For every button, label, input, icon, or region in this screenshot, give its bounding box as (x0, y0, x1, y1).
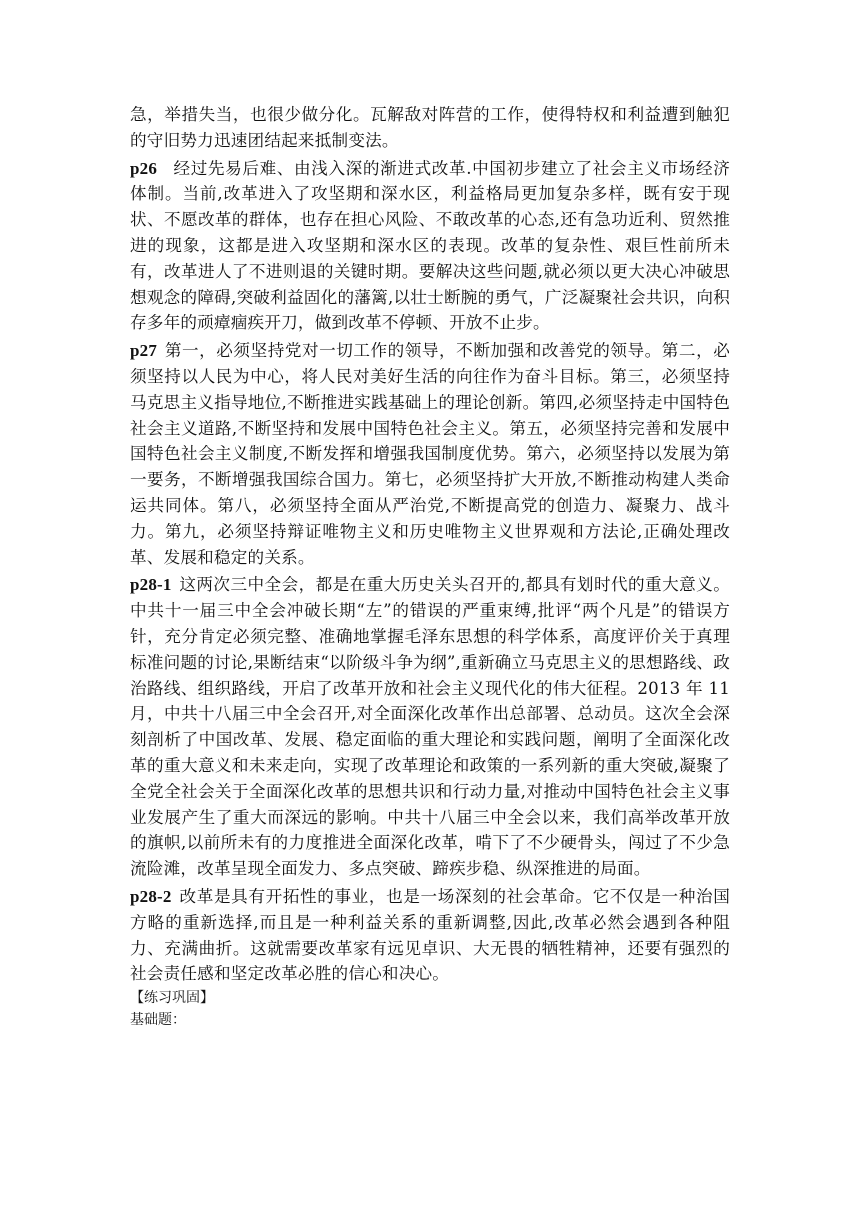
section-p27 (130, 338, 730, 570)
practice-subheading: 基础题： (130, 1012, 186, 1029)
section-tag: p26 (130, 158, 158, 178)
section-p26 (130, 156, 730, 337)
practice-heading: 【练习巩固】 (130, 990, 214, 1007)
section-p28-1 (130, 572, 730, 882)
section-tag: p27 (130, 341, 158, 361)
section-text: 经过先易后难、由浅入深的渐进式改革.中国初步建立了社会主义市场经济体制。当前,改革进入了攻坚期和深水区，利益格局更加复杂多样，既有安于现状、不愿改革的群体，也存在担心风险、不敢改革的心态,还有急功近利、贸然推进的现象，这都是进入攻坚期和深水区的表现。改革的复杂性、艰巨性前所未有，改革进人了不进则退的关键时期。要解决这些问题,就必须以更大决心冲破思想观念的障碍,突破利益固化的藩篱,以壮士断腕的勇气，广泛凝聚社会共识，向积存多年的顽瘴痼疾开刀，做到改革不停顿、开放不止步。 (130, 158, 730, 333)
document-page (130, 102, 730, 1031)
section-text: 第一，必须坚持党对一切工作的领导，不断加强和改善党的领导。第二，必须坚持以人民为中心，将人民对美好生活的向往作为奋斗目标。第三，必须坚持马克思主义指导地位,不断推进实践基础上的理论创新。第四,必须坚持走中国特色社会主义道路,不断坚持和发展中国特色社会主义。第五，必须坚持完善和发展中国特色社会主义制度,不断发挥和增强我国制度优势。第六，必须坚持以发展为第一要务，不断增强我国综合国力。第七，必须坚持扩大开放,不断推动构建人类命运共同体。第八，必须坚持全面从严治党,不断提高党的创造力、凝聚力、战斗力。第九，必须坚持辩证唯物主义和历史唯物主义世界观和方法论,正确处理改革、发展和稳定的关系。 (130, 341, 730, 567)
intro-text: 急，举措失当，也很少做分化。瓦解敌对阵营的工作，使得特权和利益遭到触犯的守旧势力迅速团结起来抵制变法。 (130, 105, 730, 150)
intro-paragraph (130, 102, 730, 154)
section-text: 改革是具有开拓性的事业，也是一场深刻的社会革命。它不仅是一种治国方略的重新选择,而且是一种利益关系的重新调整,因此,改革必然会遇到各种阻力、充满曲折。这就需要改革家有远见卓识、大无畏的牺牲精神，还要有强烈的社会责任感和坚定改革必胜的信心和决心。 (130, 886, 730, 984)
section-text: 这两次三中全会，都是在重大历史关头召开的,都具有划时代的重大意义。中共十一届三中全会冲破长期“左”的错误的严重束缚,批评“两个凡是”的错误方针，充分肯定必须完整、准确地掌握毛泽东思想的科学体系，高度评价关于真理标准问题的讨论,果断结束“以阶级斗争为纲”,重新确立马克思主义的思想路线、政治路线、组织路线，开启了改革开放和社会主义现代化的伟大征程。2013 年 11 月，中共十八届三中全会召开,对全面深化改革作出总部署、总动员。这次全会深刻剖析了中国改革、发展、稳定面临的重大理论和实践问题，阐明了全面深化改革的重大意义和未来走向，实现了改革理论和政策的一系列新的重大突破,凝聚了全党全社会关于全面深化改革的思想共识和行动力量,对推动中国特色社会主义事业发展产生了重大而深远的影响。中共十八届三中全会以来，我们高举改革开放的旗帜,以前所未有的力度推进全面深化改革，啃下了不少硬骨头，闯过了不少急流险滩，改革呈现全面发力、多点突破、蹄疾步稳、纵深推进的局面。 (130, 575, 730, 879)
section-tag: p28-1 (130, 575, 172, 595)
section-p28-2 (130, 884, 730, 987)
section-tag: p28-2 (130, 886, 172, 906)
